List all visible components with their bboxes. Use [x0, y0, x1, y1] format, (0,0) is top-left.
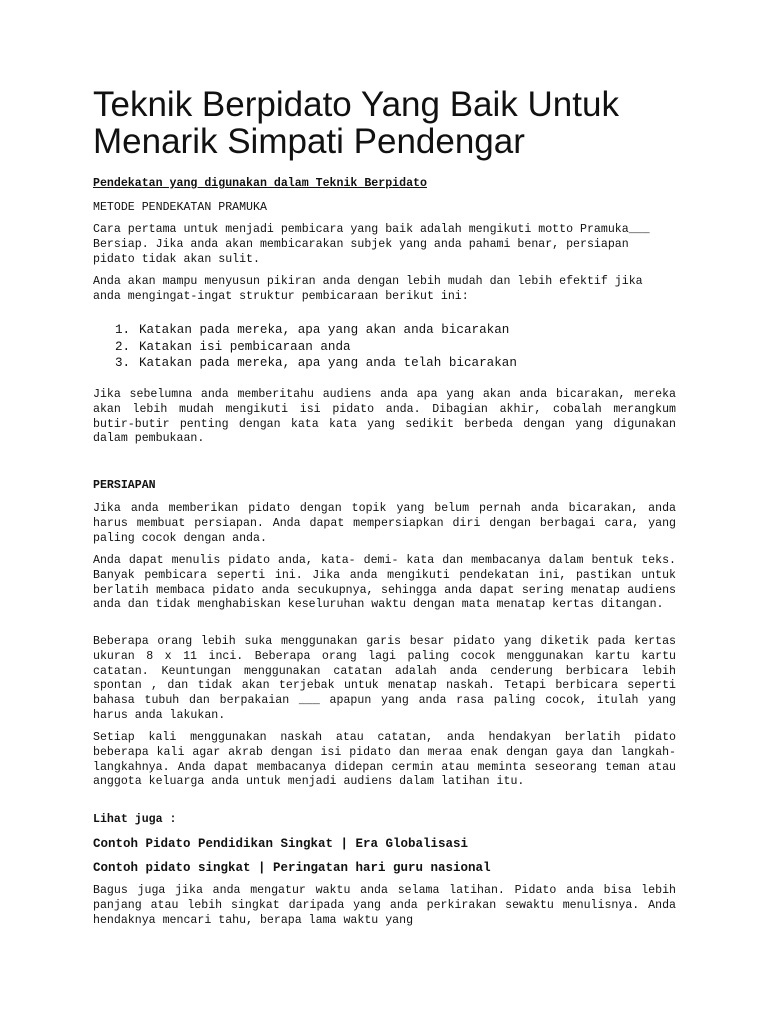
- list-item: 1. Katakan pada mereka, apa yang akan anda bicarakan: [115, 323, 510, 337]
- structure-list: [93, 322, 517, 372]
- paragraph-7: Setiap kali menggunakan naskah atau catatan, anda hendakyan berlatih pidato beberapa kali agar akrab dengan isi pidato dan meraa enak dengan gaya dan langkah-langkahnya. Anda dapat membacanya didepan cermin atau meminta seseorang teman atau anggota keluarga anda untuk menjadi audiens dalam latihan itu.: [93, 731, 676, 789]
- persiapan-heading: PERSIAPAN: [93, 479, 156, 492]
- related-link-1[interactable]: Contoh Pidato Pendidikan Singkat | Era Globalisasi: [93, 837, 469, 851]
- paragraph-2: Anda akan mampu menyusun pikiran anda dengan lebih mudah dan lebih efektif jika anda mengingat-ingat struktur pembicaraan berikut ini:: [93, 275, 643, 303]
- list-item: 3. Katakan pada mereka, apa yang anda telah bicarakan: [115, 356, 517, 371]
- section-heading: Pendekatan yang digunakan dalam Teknik Berpidato: [93, 177, 427, 190]
- list-item: 2. Katakan isi pembicaraan anda: [115, 339, 351, 354]
- see-also-label: Lihat juga :: [93, 813, 177, 826]
- paragraph-6: Beberapa orang lebih suka menggunakan garis besar pidato yang diketik pada kertas ukuran 8 x 11 inci. Beberapa orang lagi paling cocok menggunakan kartu kartu catatan. Keuntungan menggunakan catatan adalah anda cenderung berbicara lebih spontan , dan tidak akan terjebak untuk menatap naskah. Tetapi berbicara seperti bahasa tubuh dan berpakaian ___ apapun yang anda rasa paling cocok, itulah yang harus anda lakukan.: [93, 635, 676, 722]
- related-link-2[interactable]: Contoh pidato singkat | Peringatan hari guru nasional: [93, 861, 491, 875]
- method-heading: METODE PENDEKATAN PRAMUKA: [93, 201, 267, 214]
- paragraph-8: Bagus juga jika anda mengatur waktu anda selama latihan. Pidato anda bisa lebih panjang atau lebih singkat daripada yang anda perkirakan sewaktu menulisnya. Anda hendaknya mencari tahu, berapa lama waktu yang: [93, 884, 676, 927]
- page-title: Teknik Berpidato Yang Baik Untuk Menarik Simpati Pendengar: [93, 85, 619, 161]
- paragraph-1: Cara pertama untuk menjadi pembicara yang baik adalah mengikuti motto Pramuka___ Bersiap. Jika anda akan membicarakan subjek yang anda pahami benar, persiapan pidato tidak akan sulit.: [93, 223, 650, 266]
- paragraph-5: Anda dapat menulis pidato anda, kata- demi- kata dan membacanya dalam bentuk teks. Banyak pembicara seperti ini. Jika anda mengikuti pendekatan ini, pastikan untuk berlatih membaca pidato anda secukupnya, sehingga anda dapat sering menatap audiens anda dan tidak menghabiskan keseluruhan waktu dengan mata menatap kertas ditangan.: [93, 554, 676, 612]
- paragraph-3: Jika sebelumna anda memberitahu audiens anda apa yang akan anda bicarakan, mereka akan lebih mudah mengikuti isi pidato anda. Dibagian akhir, cobalah merangkum butir-butir penting dengan kata kata yang sedikit berbeda dengan yang digunakan dalam pembukaan.: [93, 388, 676, 446]
- paragraph-4: Jika anda memberikan pidato dengan topik yang belum pernah anda bicarakan, anda harus membuat persiapan. Anda dapat mempersiapkan diri dengan berbagai cara, yang paling cocok dengan anda.: [93, 502, 676, 545]
